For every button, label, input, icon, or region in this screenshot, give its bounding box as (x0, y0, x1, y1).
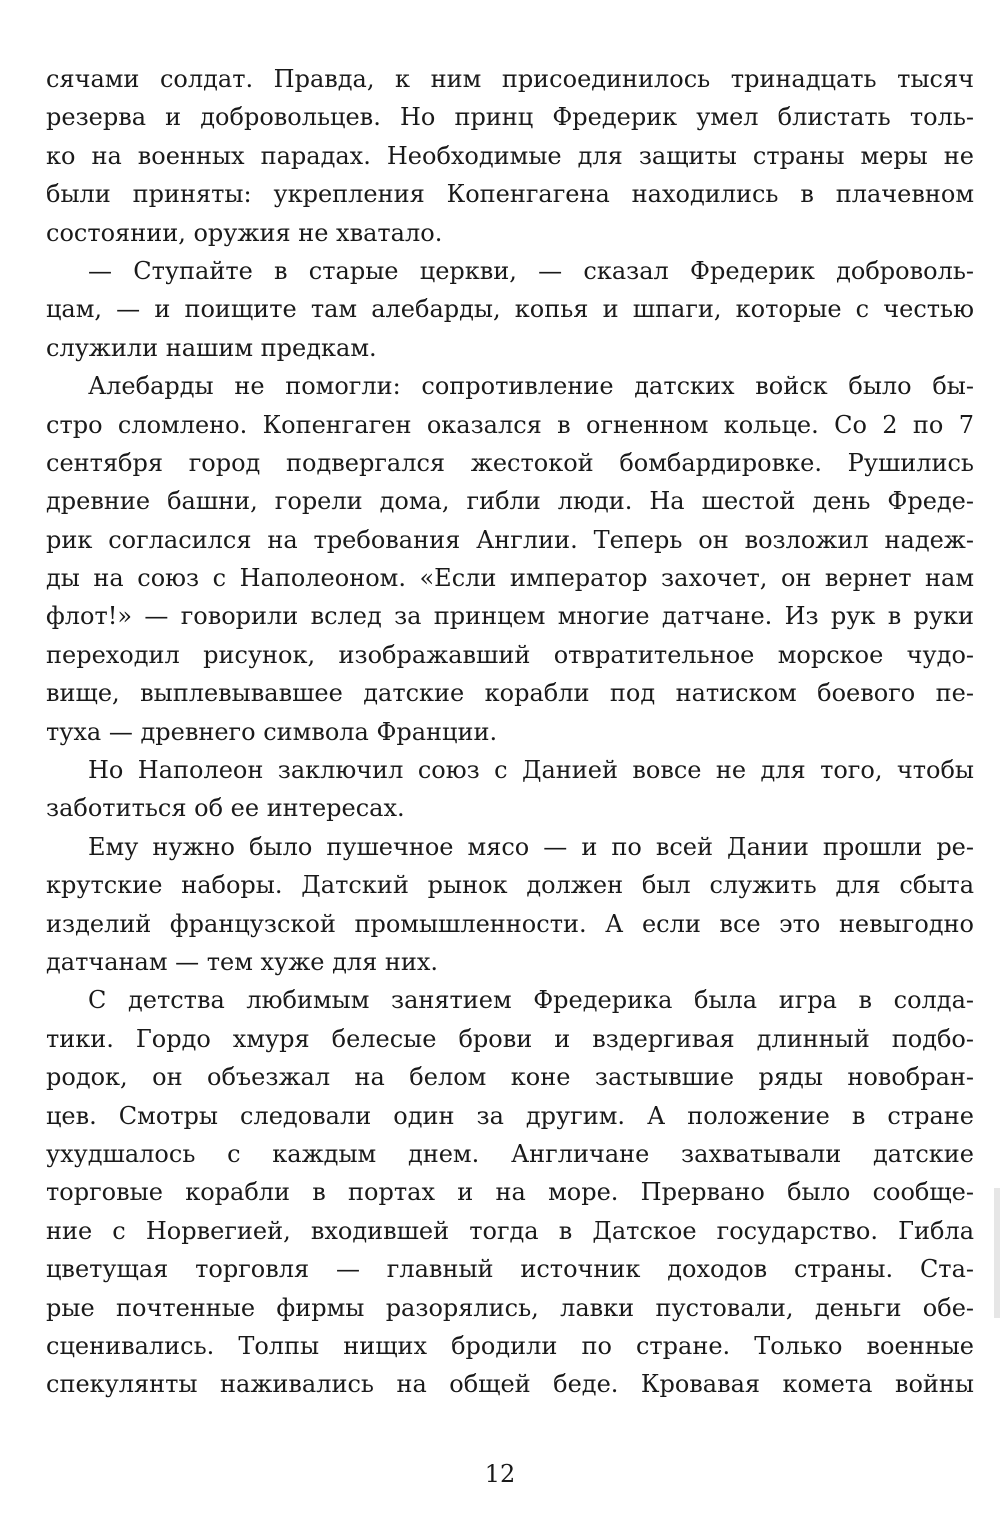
text-line: цветущая торговля — главный источник доходов страны. Ста- (46, 1255, 974, 1284)
text-line: сентября город подвергался жестокой бомбардировке. Рушились (46, 448, 974, 477)
text-line: переходил рисунок, изображавший отвратительное морское чудо- (46, 640, 974, 669)
text-line: Ему нужно было пушечное мясо — и по всей Дании прошли ре- (88, 832, 974, 861)
text-line: сячами солдат. Правда, к ним присоединилось тринадцать тысяч (46, 65, 974, 93)
text-line: были приняты: укрепления Копенгагена находились в плачевном (46, 180, 974, 209)
text-line: крутские наборы. Датский рынок должен был служить для сбыта (46, 871, 974, 900)
text-line: вище, выплевывавшее датские корабли под натиском боевого пе- (46, 679, 974, 708)
text-line: спекулянты наживались на общей беде. Кровавая комета войны (46, 1370, 974, 1399)
text-line: древние башни, горели дома, гибли люди. На шестой день Фреде- (46, 487, 974, 516)
text-line: служили нашим предкам. (46, 333, 377, 362)
text-line: изделий французской промышленности. А если все это невыгодно (46, 909, 974, 938)
text-line: рик согласился на требования Англии. Теперь он возложил надеж- (46, 525, 974, 554)
text-line: туха — древнего символа Франции. (46, 717, 498, 746)
text-line: цам, — и поищите там алебарды, копья и шпаги, которые с честью (46, 295, 974, 324)
text-line: стро сломлено. Копенгаген оказался в огненном кольце. Со 2 по 7 (46, 410, 974, 439)
text-line: Но Наполеон заключил союз с Данией вовсе не для того, чтобы (88, 756, 974, 785)
scan-edge-shadow (994, 1188, 1000, 1318)
text-line: торговые корабли в портах и на море. Прервано было сообще- (46, 1178, 974, 1207)
text-line: резерва и добровольцев. Но принц Фредерик умел блистать толь- (46, 103, 974, 132)
text-line: — Ступайте в старые церкви, — сказал Фредерик доброволь- (88, 256, 974, 285)
text-line: состоянии, оружия не хватало. (46, 218, 443, 247)
text-line: Алебарды не помогли: сопротивление датских войск было бы- (88, 372, 974, 401)
text-line: С детства любимым занятием Фредерика была игра в солда- (88, 986, 974, 1015)
text-line: ние с Норвегией, входившей тогда в Датское государство. Гибла (46, 1216, 974, 1245)
text-line: цев. Смотры следовали один за другим. А положение в стране (46, 1101, 974, 1130)
text-line: тики. Гордо хмуря белесые брови и вздергивая длинный подбо- (46, 1024, 974, 1053)
text-line: ухудшалось с каждым днем. Англичане захватывали датские (46, 1139, 974, 1168)
text-line: рые почтенные фирмы разорялись, лавки пустовали, деньги обе- (46, 1293, 974, 1322)
page-number: 12 (484, 1460, 516, 1488)
text-line: ко на военных парадах. Необходимые для защиты страны меры не (46, 141, 974, 170)
body-text (46, 60, 974, 1404)
text-line: флот!» — говорили вслед за принцем многие датчане. Из рук в руки (46, 602, 974, 631)
text-line: сценивались. Толпы нищих бродили по стране. Только военные (46, 1331, 974, 1360)
text-line: датчанам — тем хуже для них. (46, 947, 439, 976)
text-line: родок, он объезжал на белом коне застывшие ряды новобран- (46, 1063, 974, 1092)
text-line: ды на союз с Наполеоном. «Если император захочет, он вернет нам (46, 564, 974, 593)
text-line: заботиться об ее интересах. (46, 794, 405, 823)
